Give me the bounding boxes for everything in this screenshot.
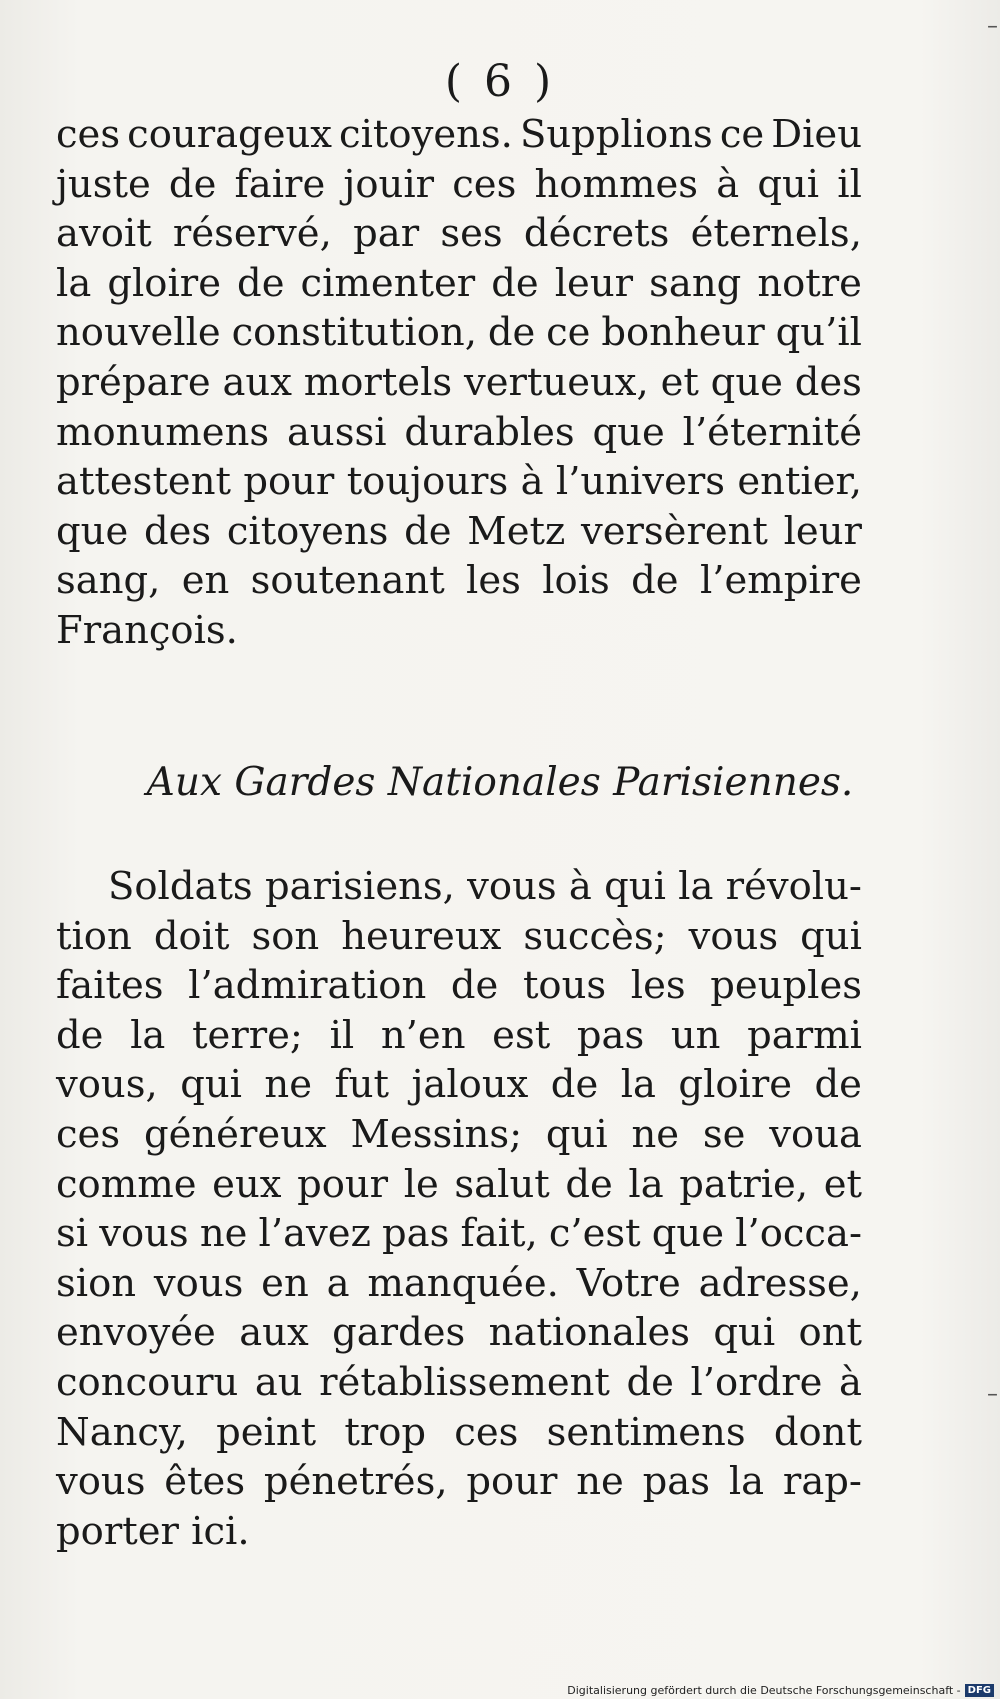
text-line: ces généreux Messins; qui ne se voua <box>56 1111 862 1157</box>
paragraph-2 <box>56 862 862 1556</box>
text-line: tion doit son heureux succès; vous qui <box>56 913 862 959</box>
text-line: ces courageux citoyens. Supplions ce Dieu <box>56 112 862 157</box>
text-line: si vous ne l’avez pas fait, c’est que l’occa- <box>56 1211 862 1257</box>
text-line: nouvelle constitution, de ce bonheur qu’il <box>56 310 862 356</box>
text-line: porter ici. <box>56 1508 250 1554</box>
text-line: prépare aux mortels vertueux, et que des <box>56 359 862 405</box>
page-number: ( 6 ) <box>444 56 556 107</box>
text-line: attestent pour toujours à l’univers entier, <box>56 459 862 505</box>
margin-mark: – <box>987 14 998 39</box>
text-line: que des citoyens de Metz versèrent leur <box>56 508 862 554</box>
margin-mark: – <box>987 1382 998 1407</box>
text-line: Soldats parisiens, vous à qui la révolu- <box>108 864 862 909</box>
section-heading: Aux Gardes Nationales Parisiennes. <box>146 760 854 805</box>
text-line: sion vous en a manquée. Votre adresse, <box>56 1260 862 1306</box>
digitization-credit <box>567 1684 994 1697</box>
text-line: avoit réservé, par ses décrets éternels, <box>56 211 862 257</box>
text-line: faites l’admiration de tous les peuples <box>56 963 862 1009</box>
text-line: monumens aussi durables que l’éternité <box>56 409 862 455</box>
text-line: Nancy, peint trop ces sentimens dont <box>56 1409 862 1455</box>
credit-text: Digitalisierung gefördert durch die Deutsche Forschungsgemeinschaft - <box>567 1684 961 1697</box>
text-line: comme eux pour le salut de la patrie, et <box>56 1161 862 1207</box>
text-line: François. <box>56 607 238 653</box>
text-line: vous êtes pénetrés, pour ne pas la rap- <box>56 1459 862 1505</box>
text-line: sang, en soutenant les lois de l’empire <box>56 558 862 604</box>
text-line: la gloire de cimenter de leur sang notre <box>56 260 862 306</box>
text-line: concouru au rétablissement de l’ordre à <box>56 1359 862 1405</box>
text-line: de la terre; il n’en est pas un parmi <box>56 1012 862 1058</box>
text-line: vous, qui ne fut jaloux de la gloire de <box>56 1062 862 1108</box>
text-line: juste de faire jouir ces hommes à qui il <box>56 161 862 207</box>
text-line: envoyée aux gardes nationales qui ont <box>56 1310 862 1356</box>
paragraph-1 <box>56 110 862 656</box>
dfg-logo: DFG <box>965 1684 994 1697</box>
